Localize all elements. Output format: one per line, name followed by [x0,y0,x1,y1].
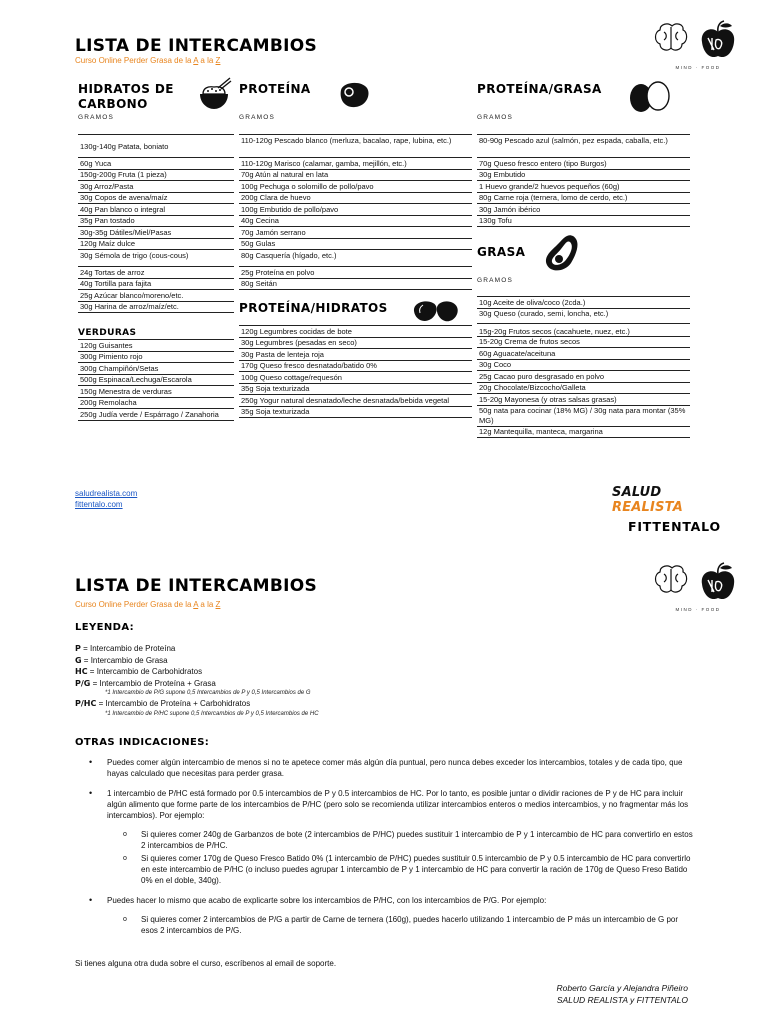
list-item: 30g-35g Dátiles/Miel/Pasas [78,227,234,239]
list-item: 110-120g Pescado blanco (merluza, bacalao, rape, lubina, etc.) [239,134,472,158]
list-item: 120g Maíz dulce [78,239,234,251]
list-item: 35g Pan tostado [78,216,234,228]
list-item: 35g Soja texturizada [239,384,472,396]
list-item: 150g Menestra de verduras [78,386,234,398]
ejemplo-2: o Si quieres comer 170g de Queso Fresco Batido 0% (1 intercambio de P/HC) puedes sustituir 0.5 intercambio de P y 0.5 intercambio de HC para convertirlo en este intercambio de P/HC (o incluso puedes agrupar 1 intercambio de P y 1 intercambio de HC para convertir la ración de 170g de Queso Freso Batido 0% en el doble, 340g). [107,853,693,886]
logo-caption: MIND · FOOD [675,65,721,70]
list-item: 300g Pimiento rojo [78,352,234,364]
signature [556,982,688,1006]
indicacion-2: • 1 intercambio de P/HC está formado por 0.5 intercambios de P y 0.5 intercambios de HC. Por lo tanto, es posible juntar o dividir raciones de P y de HC para incluir algún alimento que forme parte de los intercambios de P/HC (pero solo se recomienda utilizar intercambios enteros o medios intercambios, y no fragmentar más los intercambios). Por ejemplo: o Si quieres comer 240g de Garbanzos de bote (2 intercambios de P/HC) puedes sustituir 1 intercambio de P y 1 intercambio de HC para convertirlo en estos 2 intercambios de P/HC. o Si quieres comer 170g de Queso Fresco Batido 0% (1 intercambio de P/HC) puedes sustituir 0.5 intercambio de P y 0.5 intercambio de HC para convertirlo en este intercambio de P/HC (o incluso puedes agrupar 1 intercambio de P y 1 intercambio de HC para convertir la ración de 170g de Queso Freso Batido 0% en el doble, 340g). [75,788,693,886]
list-item: 40g Pan blanco o integral [78,204,234,216]
proteina-heading: PROTEÍNA [239,82,311,96]
page-title-2: LISTA DE INTERCAMBIOS [75,576,318,596]
list-item: 15g-20g Frutos secos (cacahuete, nuez, etc.) [477,324,690,337]
legend-item-g: G = Intercambio de Grasa [75,655,168,665]
steak-icon [337,80,371,110]
list-item: 30g Jamón ibérico [477,204,690,216]
list-item: 80g Seitán [239,279,472,291]
list-item: 100g Queso cottage/requesón [239,372,472,384]
hc-gramos-label: GRAMOS [78,114,115,121]
list-item: 35g Soja texturizada [239,407,472,419]
list-item: 110-120g Marisco (calamar, gamba, mejillón, etc.) [239,158,472,170]
signature-brands: SALUD REALISTA y FITTENTALO [556,995,688,1005]
list-item: 500g Espinaca/Lechuga/Escarola [78,375,234,387]
logo-caption: MIND · FOOD [675,607,721,612]
ejemplo-1: o Si quieres comer 240g de Garbanzos de bote (2 intercambios de P/HC) puedes sustituir 1 intercambio de P y 1 intercambio de HC para convertirlo en estos 2 intercambios de P/HC. [107,829,693,851]
list-item: 170g Queso fresco desnatado/batido 0% [239,361,472,373]
list-item: 25g Proteína en polvo [239,267,472,279]
list-item: 20g Chocolate/Bizcocho/Galleta [477,383,690,395]
beans-icon [411,297,461,325]
indicaciones-list [75,757,693,945]
list-item: 130g Tofu [477,216,690,228]
legend-note-pg: *1 Intercambio de P/G supone 0,5 Intercambios de P y 0,5 Intercambios de G [105,690,311,696]
brand-logo [612,485,732,534]
list-item: 30g Pasta de lenteja roja [239,349,472,361]
list-item: 50g Gulas [239,239,472,251]
proteina-grasa-heading: PROTEÍNA/GRASA [477,82,602,96]
list-item: 70g Atún al natural en lata [239,170,472,182]
proteina-gramos-label: GRAMOS [239,114,276,121]
list-item: 120g Legumbres cocidas de bote [239,325,472,338]
indicacion-1: • Puedes comer algún intercambio de menos si no te apetece comer más algún día puntual, pero nunca debes exceder los intercambios, totales y de cada tipo, que hayas calculado que necesitas para perder grasa. [75,757,693,779]
list-item: 120g Guisantes [78,339,234,352]
brand-fittentalo: FITTENTALO [628,519,721,534]
proteina-hidratos-heading: PROTEÍNA/HIDRATOS [239,301,388,315]
ejemplo-3: o Si quieres comer 2 intercambios de P/G a partir de Carne de ternera (160g), puedes hacerlo utilizando 1 intercambio de P más un intercambio de G por esos 2 intercambios de P/G. [107,914,693,936]
legend [75,643,675,719]
list-item: 1 Huevo grande/2 huevos pequeños (60g) [477,181,690,193]
legend-item-p: P = Intercambio de Proteína [75,644,176,653]
list-item: 10g Aceite de oliva/coco (2cda.) [477,296,690,309]
list-item: 60g Aguacate/aceituna [477,348,690,360]
leyenda-heading: LEYENDA: [75,622,135,633]
list-item: 150g-200g Fruta (1 pieza) [78,170,234,182]
list-item: 25g Azúcar blanco/moreno/etc. [78,290,234,302]
otras-indicaciones-heading: OTRAS INDICACIONES: [75,737,210,748]
list-item: 30g Sémola de trigo (cous-cous) [78,250,234,267]
list-item: 130g-140g Patata, boniato [78,134,234,158]
list-item: 30g Queso (curado, semi, loncha, etc.) [477,309,690,324]
legend-item-phc: P/HC = Intercambio de Proteína + Carbohidratos [75,699,251,708]
list-item: 30g Arroz/Pasta [78,181,234,193]
list-item: 80g Casquería (hígado, etc.) [239,250,472,267]
list-item: 80g Carne roja (ternera, lomo de cerdo, etc.) [477,193,690,205]
list-item: 70g Queso fresco entero (tipo Burgos) [477,158,690,170]
list-item: 12g Mantequilla, manteca, margarina [477,427,690,439]
list-item: 300g Champiñón/Setas [78,363,234,375]
legend-note-phc: *1 Intercambio de P/HC supone 0,5 Intercambios de P y 0,5 Intercambios de HC [105,710,319,717]
footer-links [75,488,137,510]
brand-salud-realista: SALUD REALISTA [612,485,683,515]
list-item: 24g Tortas de arroz [78,267,234,279]
list-item: 30g Harina de arroz/maíz/etc. [78,302,234,314]
list-item: 30g Coco [477,360,690,372]
list-item: 60g Yuca [78,158,234,170]
support-note: Si tienes alguna otra duda sobre el curso, escríbenos al email de soporte. [75,959,337,968]
list-item: 200g Clara de huevo [239,193,472,205]
list-item: 30g Legumbres (pesadas en seco) [239,338,472,350]
list-item: 15-20g Mayonesa (y otras salsas grasas) [477,394,690,406]
list-item: 15-20g Crema de frutos secos [477,337,690,349]
list-item: 30g Copos de avena/maíz [78,193,234,205]
list-item: 25g Cacao puro desgrasado en polvo [477,371,690,383]
list-item: 40g Cecina [239,216,472,228]
avocado-icon [543,233,581,273]
page-title: LISTA DE INTERCAMBIOS [75,36,318,56]
hc-column [78,82,234,421]
page-subtitle-2: Curso Online Perder Grasa de la A a la Z [75,600,221,609]
list-item: 250g Yogur natural desnatado/leche desnatada/bebida vegetal [239,395,472,407]
list-item: 250g Judía verde / Espárrago / Zanahoria [78,409,234,421]
mind-food-logo-2 [650,560,746,616]
list-item: 40g Tortilla para fajita [78,279,234,291]
list-item: 30g Embutido [477,170,690,182]
hc-heading: HIDRATOS DE CARBONO [78,82,174,111]
proteina-grasa-column [477,82,690,438]
page-subtitle: Curso Online Perder Grasa de la A a la Z [75,56,221,65]
legend-item-pg: P/G = Intercambio de Proteína + Grasa [75,678,216,688]
grasa-gramos-label: GRAMOS [477,277,514,284]
brain-apple-icon [650,18,746,66]
grasa-heading: GRASA [477,245,526,259]
mind-food-logo [650,18,746,74]
list-item: 100g Embutido de pollo/pavo [239,204,472,216]
fittentalo-link[interactable]: fittentalo.com [75,500,123,509]
rice-bowl-icon [196,76,232,112]
list-item: 80-90g Pescado azul (salmón, pez espada, caballa, etc.) [477,134,690,158]
list-item: 70g Jamón serrano [239,227,472,239]
list-item: 100g Pechuga o solomillo de pollo/pavo [239,181,472,193]
brain-apple-icon [650,560,746,608]
indicacion-3: • Puedes hacer lo mismo que acabo de explicarte sobre los intercambios de P/HC, con los intercambios de P/G. Por ejemplo: o Si quieres comer 2 intercambios de P/G a partir de Carne de ternera (160g), puedes hacerlo utilizando 1 intercambio de P más un intercambio de G por esos 2 intercambios de P/G. [75,895,693,936]
proteina-grasa-gramos-label: GRAMOS [477,114,514,121]
saludrealista-link[interactable]: saludrealista.com [75,489,138,498]
list-item: 50g nata para cocinar (18% MG) / 30g nata para montar (35% MG) [477,406,690,427]
signature-authors: Roberto García y Alejandra Piñeiro [556,983,688,993]
proteina-column [239,82,472,418]
verduras-heading: VERDURAS [78,328,137,338]
list-item: 200g Remolacha [78,398,234,410]
eggs-icon [627,78,673,114]
legend-item-hc: HC = Intercambio de Carbohidratos [75,667,203,676]
